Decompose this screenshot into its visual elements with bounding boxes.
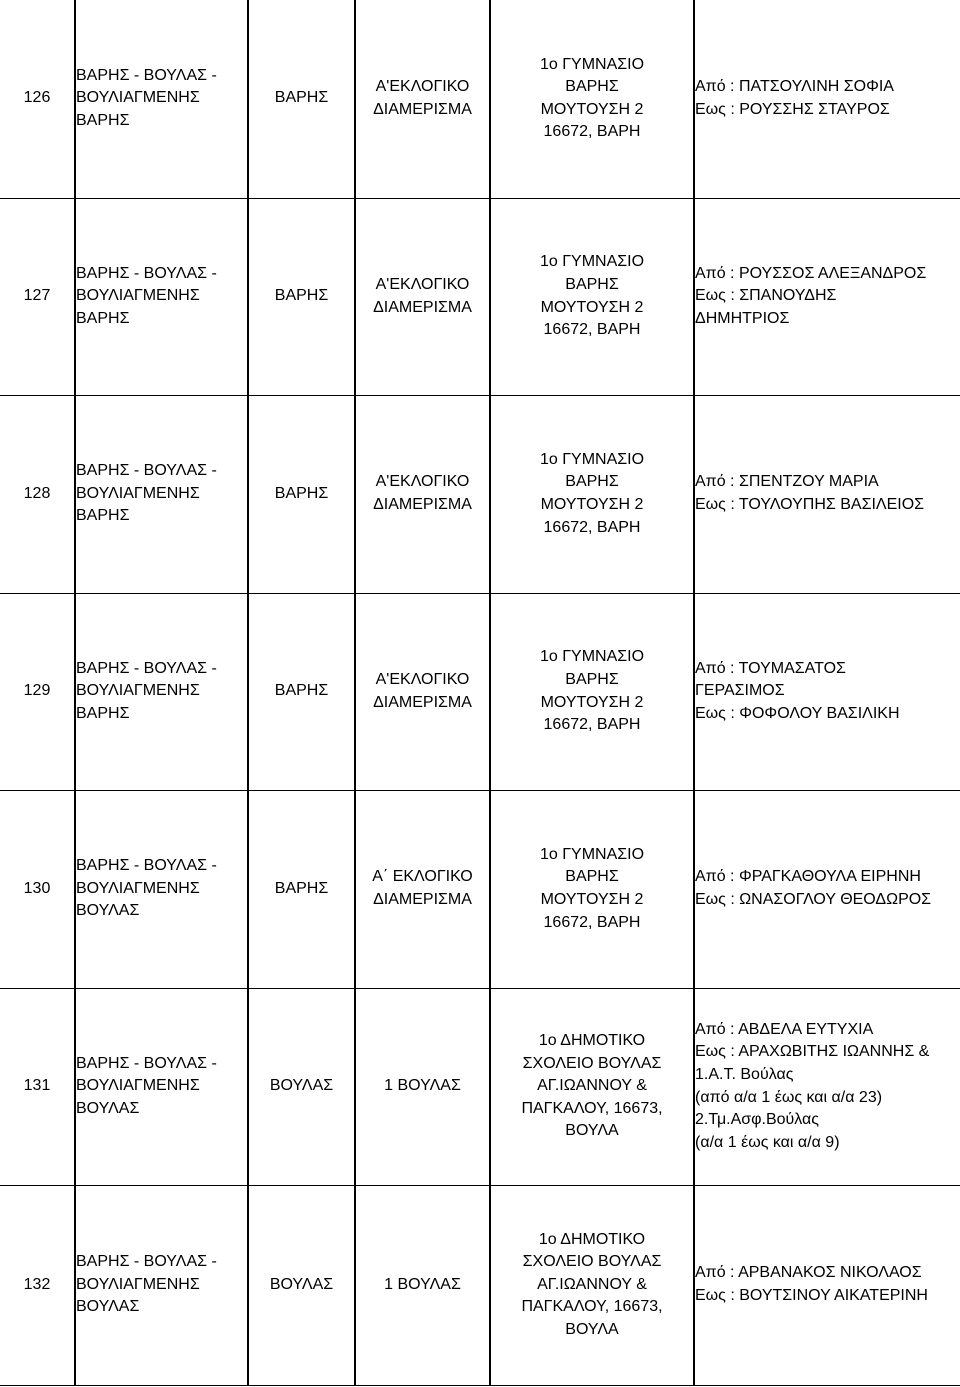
electoral-department-cell: [355, 790, 490, 988]
municipality-cell-line: ΒΟΥΛΙΑΓΜΕΝΗΣ: [76, 287, 200, 305]
voter-range-cell-line: Εως : ΦΟΦΟΛΟΥ ΒΑΣΙΛΙΚΗ: [695, 704, 900, 722]
municipality-cell-line: ΒΟΥΛΑΣ: [76, 1298, 140, 1316]
voter-range-cell: [694, 198, 960, 395]
polling-location-cell: [490, 0, 694, 198]
voter-range-cell-line: Εως : ΒΟΥΤΣΙΝΟΥ ΑΙΚΑΤΕΡΙΝΗ: [695, 1287, 928, 1304]
electoral-department-cell-line: ΔΙΑΜΕΡΙΣΜΑ: [373, 496, 472, 513]
voter-range-cell-line: (α/α 1 έως και α/α 9): [695, 1133, 840, 1151]
electoral-department-cell-line: Α'ΕΚΛΟΓΙΚΟ: [375, 670, 470, 688]
municipality-cell-line: ΒΑΡΗΣ - ΒΟΥΛΑΣ -: [76, 857, 217, 875]
polling-location-cell-line: ΜΟΥΤΟΥΣΗ 2: [540, 100, 644, 118]
polling-location-cell-line: 16672, ΒΑΡΗ: [543, 123, 641, 141]
polling-location-cell-line: ΒΑΡΗΣ: [565, 868, 619, 886]
voter-range-cell-line: Από : ΡΟΥΣΣΟΣ ΑΛΕΞΑΝΔΡΟΣ: [695, 264, 927, 282]
municipality-cell-line: ΒΟΥΛΑΣ: [76, 902, 140, 920]
electoral-department-cell-line: ΔΙΑΜΕΡΙΣΜΑ: [373, 100, 472, 118]
station-number-text: 127: [23, 287, 51, 305]
station-number-text: 128: [23, 484, 51, 502]
municipality-cell-line: ΒΟΥΛΙΑΓΜΕΝΗΣ: [76, 879, 200, 897]
electoral-department-cell-line: ΔΙΑΜΕΡΙΣΜΑ: [373, 298, 472, 316]
polling-location-cell-line: ΒΟΥΛΑ: [565, 1320, 619, 1338]
voter-range-cell: [694, 988, 960, 1185]
voter-range-cell: [694, 593, 960, 790]
electoral-department-cell-line: Α΄ ΕΚΛΟΓΙΚΟ: [372, 868, 473, 886]
table-row: [0, 593, 960, 790]
voter-range-cell-line: Εως : ΣΠΑΝΟΥΔΗΣ: [695, 287, 837, 305]
station-number: [0, 593, 75, 790]
electoral-department-cell-line: ΔΙΑΜΕΡΙΣΜΑ: [373, 891, 472, 908]
electoral-department-cell: [355, 0, 490, 198]
table-row: [0, 198, 960, 395]
polling-location-cell-line: ΑΓ.ΙΩΑΝΝΟΥ &: [537, 1077, 647, 1095]
station-number-text: 126: [23, 89, 51, 107]
polling-location-cell-line: ΠΑΓΚΑΛΟΥ, 16673,: [521, 1298, 663, 1316]
polling-location-cell-line: ΒΑΡΗΣ: [565, 78, 619, 96]
station-number: [0, 198, 75, 395]
station-number-text: 130: [23, 879, 51, 897]
municipal-unit-cell: [248, 1185, 355, 1385]
polling-location-cell-line: 16672, ΒΑΡΗ: [543, 321, 641, 339]
table-row: [0, 395, 960, 593]
voter-range-cell-line: Εως : ΡΟΥΣΣΗΣ ΣΤΑΥΡΟΣ: [695, 100, 890, 118]
polling-location-cell: [490, 790, 694, 988]
voter-range-cell: [694, 1185, 960, 1385]
station-number: [0, 790, 75, 988]
polling-location-cell-line: ΜΟΥΤΟΥΣΗ 2: [540, 693, 644, 711]
polling-location-cell-line: 1ο ΔΗΜΟΤΙΚΟ: [538, 1230, 646, 1248]
polling-location-cell-line: 1ο ΓΥΜΝΑΣΙΟ: [539, 648, 645, 666]
table-row: [0, 790, 960, 988]
municipal-unit-cell: [248, 593, 355, 790]
voter-range-cell: [694, 395, 960, 593]
municipal-unit-cell-text: ΒΑΡΗΣ: [274, 879, 329, 897]
municipality-cell-line: ΒΑΡΗΣ - ΒΟΥΛΑΣ -: [76, 462, 217, 480]
electoral-department-cell-line: Α'ΕΚΛΟΓΙΚΟ: [375, 78, 470, 96]
polling-location-cell: [490, 593, 694, 790]
municipal-unit-cell-text: ΒΟΥΛΑΣ: [269, 1275, 334, 1293]
municipal-unit-cell: [248, 988, 355, 1185]
station-number: [0, 988, 75, 1185]
electoral-department-cell-line: Α'ΕΚΛΟΓΙΚΟ: [375, 275, 470, 293]
station-number-text: 132: [23, 1275, 51, 1293]
municipality-cell-line: ΒΑΡΗΣ: [76, 507, 130, 525]
polling-location-cell-line: ΜΟΥΤΟΥΣΗ 2: [540, 298, 644, 316]
municipality-cell-line: ΒΑΡΗΣ - ΒΟΥΛΑΣ -: [76, 66, 217, 84]
municipality-cell-line: ΒΟΥΛΙΑΓΜΕΝΗΣ: [76, 1077, 200, 1095]
polling-location-cell-line: ΣΧΟΛΕΙΟ ΒΟΥΛΑΣ: [522, 1054, 662, 1072]
municipality-cell: [75, 395, 248, 593]
polling-location-cell-line: 1ο ΓΥΜΝΑΣΙΟ: [539, 253, 645, 271]
municipal-unit-cell-text: ΒΑΡΗΣ: [274, 89, 329, 107]
polling-location-cell: [490, 1185, 694, 1385]
voter-range-cell-line: ΔΗΜΗΤΡΙΟΣ: [695, 309, 790, 327]
municipality-cell-line: ΒΟΥΛΑΣ: [76, 1099, 140, 1117]
electoral-department-cell: [355, 593, 490, 790]
voter-range-cell-line: Από : ΑΒΔΕΛΑ ΕΥΤΥΧΙΑ: [695, 1020, 874, 1038]
polling-location-cell-line: ΠΑΓΚΑΛΟΥ, 16673,: [521, 1099, 663, 1117]
voter-range-cell-line: Από : ΑΡΒΑΝΑΚΟΣ ΝΙΚΟΛΑΟΣ: [695, 1264, 922, 1282]
municipal-unit-cell: [248, 0, 355, 198]
electoral-department-cell: [355, 1185, 490, 1385]
polling-location-cell: [490, 395, 694, 593]
municipality-cell: [75, 198, 248, 395]
polling-location-cell-line: ΒΑΡΗΣ: [565, 670, 619, 688]
electoral-department-cell-line: ΔΙΑΜΕΡΙΣΜΑ: [373, 693, 472, 711]
voter-range-cell-line: ΓΕΡΑΣΙΜΟΣ: [695, 682, 785, 700]
polling-location-cell-line: 1ο ΔΗΜΟΤΙΚΟ: [538, 1032, 646, 1050]
municipality-cell-line: ΒΑΡΗΣ - ΒΟΥΛΑΣ -: [76, 659, 217, 677]
electoral-department-cell-line: Α'ΕΚΛΟΓΙΚΟ: [375, 473, 470, 491]
voter-range-cell-line: 2.Τμ.Ασφ.Βούλας: [695, 1111, 820, 1129]
municipality-cell-line: ΒΑΡΗΣ - ΒΟΥΛΑΣ -: [76, 1253, 217, 1271]
electoral-department-cell-line: 1 ΒΟΥΛΑΣ: [384, 1275, 461, 1293]
municipality-cell-line: ΒΑΡΗΣ - ΒΟΥΛΑΣ -: [76, 264, 217, 282]
table-row: [0, 1185, 960, 1385]
station-number-text: 131: [23, 1077, 51, 1095]
municipality-cell-line: ΒΟΥΛΙΑΓΜΕΝΗΣ: [76, 682, 200, 700]
municipal-unit-cell-text: ΒΑΡΗΣ: [274, 682, 329, 700]
voter-range-cell-line: (από α/α 1 έως και α/α 23): [695, 1088, 883, 1106]
voter-range-cell-line: Από : ΠΑΤΣΟΥΛΙΝΗ ΣΟΦΙΑ: [695, 78, 894, 96]
voter-range-cell-line: 1.Α.Τ. Βούλας: [695, 1065, 794, 1083]
station-number: [0, 395, 75, 593]
voter-range-cell-line: Από : ΣΠΕΝΤΖΟΥ ΜΑΡΙΑ: [695, 473, 879, 491]
municipal-unit-cell: [248, 790, 355, 988]
municipality-cell-line: ΒΟΥΛΙΑΓΜΕΝΗΣ: [76, 484, 200, 502]
polling-location-cell: [490, 198, 694, 395]
voter-range-cell: [694, 0, 960, 198]
polling-location-cell-line: 1ο ΓΥΜΝΑΣΙΟ: [539, 55, 645, 73]
electoral-department-cell: [355, 988, 490, 1185]
polling-location-cell-line: ΒΑΡΗΣ: [565, 473, 619, 491]
station-number: [0, 1185, 75, 1385]
voter-range-cell-line: Εως : ΤΟΥΛΟΥΠΗΣ ΒΑΣΙΛΕΙΟΣ: [695, 496, 925, 513]
voter-range-cell: [694, 790, 960, 988]
polling-location-cell-line: ΒΟΥΛΑ: [565, 1122, 619, 1140]
electoral-department-cell: [355, 198, 490, 395]
voter-range-cell-line: Εως : ΩΝΑΣΟΓΛΟΥ ΘΕΟΔΩΡΟΣ: [695, 891, 932, 908]
voter-range-cell-line: Από : ΤΟΥΜΑΣΑΤΟΣ: [695, 659, 846, 677]
municipality-cell-line: ΒΑΡΗΣ: [76, 112, 130, 130]
polling-location-cell-line: ΜΟΥΤΟΥΣΗ 2: [540, 496, 644, 513]
municipality-cell: [75, 790, 248, 988]
electoral-department-cell: [355, 395, 490, 593]
polling-location-cell-line: ΑΓ.ΙΩΑΝΝΟΥ &: [537, 1275, 647, 1293]
municipal-unit-cell: [248, 198, 355, 395]
voter-range-cell-line: Από : ΦΡΑΓΚΑΘΟΥΛΑ ΕΙΡΗΝΗ: [695, 868, 921, 886]
electoral-department-cell-line: 1 ΒΟΥΛΑΣ: [384, 1077, 461, 1095]
municipality-cell-line: ΒΟΥΛΙΑΓΜΕΝΗΣ: [76, 89, 200, 107]
municipality-cell-line: ΒΑΡΗΣ: [76, 704, 130, 722]
polling-location-cell-line: 1ο ΓΥΜΝΑΣΙΟ: [539, 450, 645, 468]
municipal-unit-cell-text: ΒΑΡΗΣ: [274, 287, 329, 305]
municipality-cell: [75, 988, 248, 1185]
table-row: [0, 988, 960, 1185]
polling-location-cell-line: ΣΧΟΛΕΙΟ ΒΟΥΛΑΣ: [522, 1253, 662, 1271]
polling-location-cell-line: ΒΑΡΗΣ: [565, 275, 619, 293]
municipal-unit-cell-text: ΒΟΥΛΑΣ: [269, 1077, 334, 1095]
municipality-cell-line: ΒΑΡΗΣ: [76, 309, 130, 327]
municipality-cell-line: ΒΟΥΛΙΑΓΜΕΝΗΣ: [76, 1275, 200, 1293]
municipal-unit-cell: [248, 395, 355, 593]
polling-location-cell-line: 16672, ΒΑΡΗ: [543, 716, 641, 734]
station-number-text: 129: [23, 682, 51, 700]
polling-location-cell-line: ΜΟΥΤΟΥΣΗ 2: [540, 891, 644, 908]
municipality-cell: [75, 0, 248, 198]
municipality-cell-line: ΒΑΡΗΣ - ΒΟΥΛΑΣ -: [76, 1054, 217, 1072]
voter-range-cell-line: Εως : ΑΡΑΧΩΒΙΤΗΣ ΙΩΑΝΝΗΣ &: [695, 1043, 930, 1061]
polling-location-cell-line: 1ο ΓΥΜΝΑΣΙΟ: [539, 845, 645, 863]
polling-location-cell-line: 16672, ΒΑΡΗ: [543, 518, 641, 536]
polling-location-cell-line: 16672, ΒΑΡΗ: [543, 913, 641, 931]
municipality-cell: [75, 593, 248, 790]
table-row: [0, 0, 960, 198]
municipality-cell: [75, 1185, 248, 1385]
station-number: [0, 0, 75, 198]
municipal-unit-cell-text: ΒΑΡΗΣ: [274, 484, 329, 502]
polling-location-cell: [490, 988, 694, 1185]
